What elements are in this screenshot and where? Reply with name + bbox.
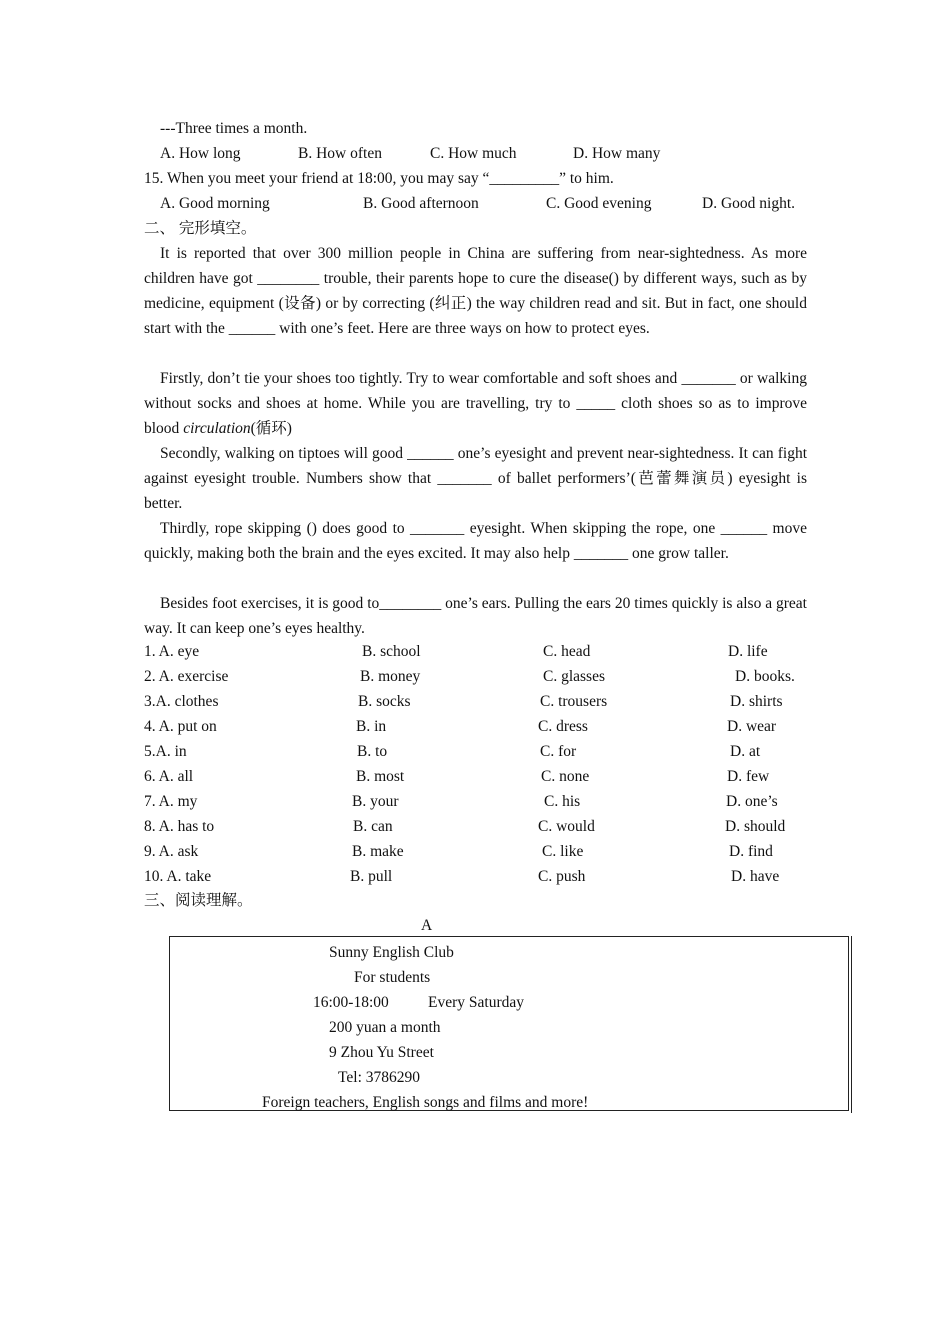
q14-option-c: C. How much	[430, 145, 517, 162]
cloze-paragraph-5-text: Besides foot exercises, it is good to________ one’s ears. Pulling the ears 20 times quickly is also a great way. It can keep one’s eyes healthy.	[144, 595, 807, 637]
cloze-paragraph-2-gloss: (循环)	[250, 420, 292, 437]
cloze-paragraph-2	[144, 366, 807, 441]
ad-price: 200 yuan a month	[329, 1019, 441, 1036]
section3-heading: 三、阅读理解。	[144, 892, 253, 909]
cloze-q10-d: D. have	[731, 868, 780, 885]
cloze-q4-a: 4. A. put on	[144, 718, 217, 735]
ad-time: 16:00-18:00	[313, 994, 389, 1011]
cloze-q2-d: D. books.	[735, 668, 795, 685]
cloze-paragraph-1-text: It is reported that over 300 million people in China are suffering from near-sightedness. As more children have got ________ trouble, their parents hope to cure the disease() by different ways, such as by medicine, equipment (设备) or by correcting (纠正) the way children read and sit. But in fact, one should start with the ______ with one’s feet. Here are three ways on how to protect eyes.	[144, 245, 807, 337]
cloze-q3-b: B. socks	[358, 693, 411, 710]
cloze-paragraph-2-text: Firstly, don’t tie your shoes too tightly. Try to wear comfortable and soft shoes and _______ or walking without socks and shoes at home. While you are travelling, try to _____ cloth shoes so as to improve blood	[144, 370, 807, 437]
cloze-q8-c: C. would	[538, 818, 595, 835]
cloze-q10-b: B. pull	[350, 868, 393, 885]
ad-tel: Tel: 3786290	[338, 1069, 421, 1086]
cloze-q6-c: C. none	[541, 768, 590, 785]
cloze-q9-c: C. like	[542, 843, 584, 860]
cloze-q1-d: D. life	[728, 643, 768, 660]
cloze-q6-a: 6. A. all	[144, 768, 194, 785]
cloze-q9-b: B. make	[352, 843, 404, 860]
cloze-q9-a: 9. A. ask	[144, 843, 199, 860]
section2-heading: 二、 完形填空。	[144, 220, 257, 237]
cloze-q4-b: B. in	[356, 718, 387, 735]
cloze-q7-d: D. one’s	[726, 793, 778, 810]
ad-club-name: Sunny English Club	[329, 944, 454, 961]
passage-label: A	[421, 917, 433, 934]
ad-address: 9 Zhou Yu Street	[329, 1044, 434, 1061]
q14-answer: ---Three times a month.	[160, 120, 308, 137]
ad-day: Every Saturday	[428, 994, 524, 1011]
cloze-paragraph-5	[144, 591, 807, 641]
q15-option-c: C. Good evening	[546, 195, 652, 212]
cloze-paragraph-4	[144, 516, 807, 566]
cloze-paragraph-3	[144, 441, 807, 516]
cloze-paragraph-2-italic: circulation	[183, 420, 251, 437]
cloze-q7-b: B. your	[352, 793, 399, 810]
cloze-q8-a: 8. A. has to	[144, 818, 215, 835]
club-advertisement	[169, 936, 849, 1111]
cloze-q6-d: D. few	[727, 768, 770, 785]
cloze-q1-c: C. head	[543, 643, 591, 660]
cloze-q8-d: D. should	[725, 818, 786, 835]
cloze-q3-d: D. shirts	[730, 693, 783, 710]
q15-option-d: D. Good night.	[702, 195, 795, 212]
q14-option-d: D. How many	[573, 145, 661, 162]
cloze-q10-c: C. push	[538, 868, 586, 885]
ad-audience: For students	[354, 969, 431, 986]
cloze-q4-c: C. dress	[538, 718, 588, 735]
ad-features: Foreign teachers, English songs and films and more!	[262, 1094, 589, 1111]
cloze-q5-a: 5.A. in	[144, 743, 187, 760]
cloze-q5-b: B. to	[357, 743, 388, 760]
cloze-q1-a: 1. A. eye	[144, 643, 200, 660]
cloze-q2-b: B. money	[360, 668, 421, 685]
cloze-q5-c: C. for	[540, 743, 577, 760]
cloze-q4-d: D. wear	[727, 718, 777, 735]
cloze-q2-c: C. glasses	[543, 668, 605, 685]
cloze-q7-c: C. his	[544, 793, 581, 810]
cloze-q3-a: 3.A. clothes	[144, 693, 219, 710]
q15-option-a: A. Good morning	[160, 195, 270, 212]
cloze-q8-b: B. can	[353, 818, 393, 835]
cloze-q9-d: D. find	[729, 843, 773, 860]
cloze-q10-a: 10. A. take	[144, 868, 212, 885]
cloze-q2-a: 2. A. exercise	[144, 668, 229, 685]
cloze-q3-c: C. trousers	[540, 693, 608, 710]
cloze-q7-a: 7. A. my	[144, 793, 198, 810]
cloze-paragraph-4-text: Thirdly, rope skipping () does good to _______ eyesight. When skipping the rope, one ______ move quickly, making both the brain and the eyes excited. It may also help _______ one grow taller.	[144, 520, 807, 562]
q15-question: 15. When you meet your friend at 18:00, you may say “_________” to him.	[144, 170, 614, 187]
cloze-q1-b: B. school	[362, 643, 421, 660]
q14-option-a: A. How long	[160, 145, 241, 162]
cloze-q5-d: D. at	[730, 743, 761, 760]
q15-option-b: B. Good afternoon	[363, 195, 479, 212]
cloze-paragraph-1	[144, 241, 807, 341]
q14-option-b: B. How often	[298, 145, 382, 162]
cloze-paragraph-3-text: Secondly, walking on tiptoes will good ______ one’s eyesight and prevent near-sightedness. It can fight against eyesight trouble. Numbers show that _______ of ballet performers’(芭蕾舞演员) eyesight is better.	[144, 445, 807, 512]
cloze-q6-b: B. most	[356, 768, 405, 785]
